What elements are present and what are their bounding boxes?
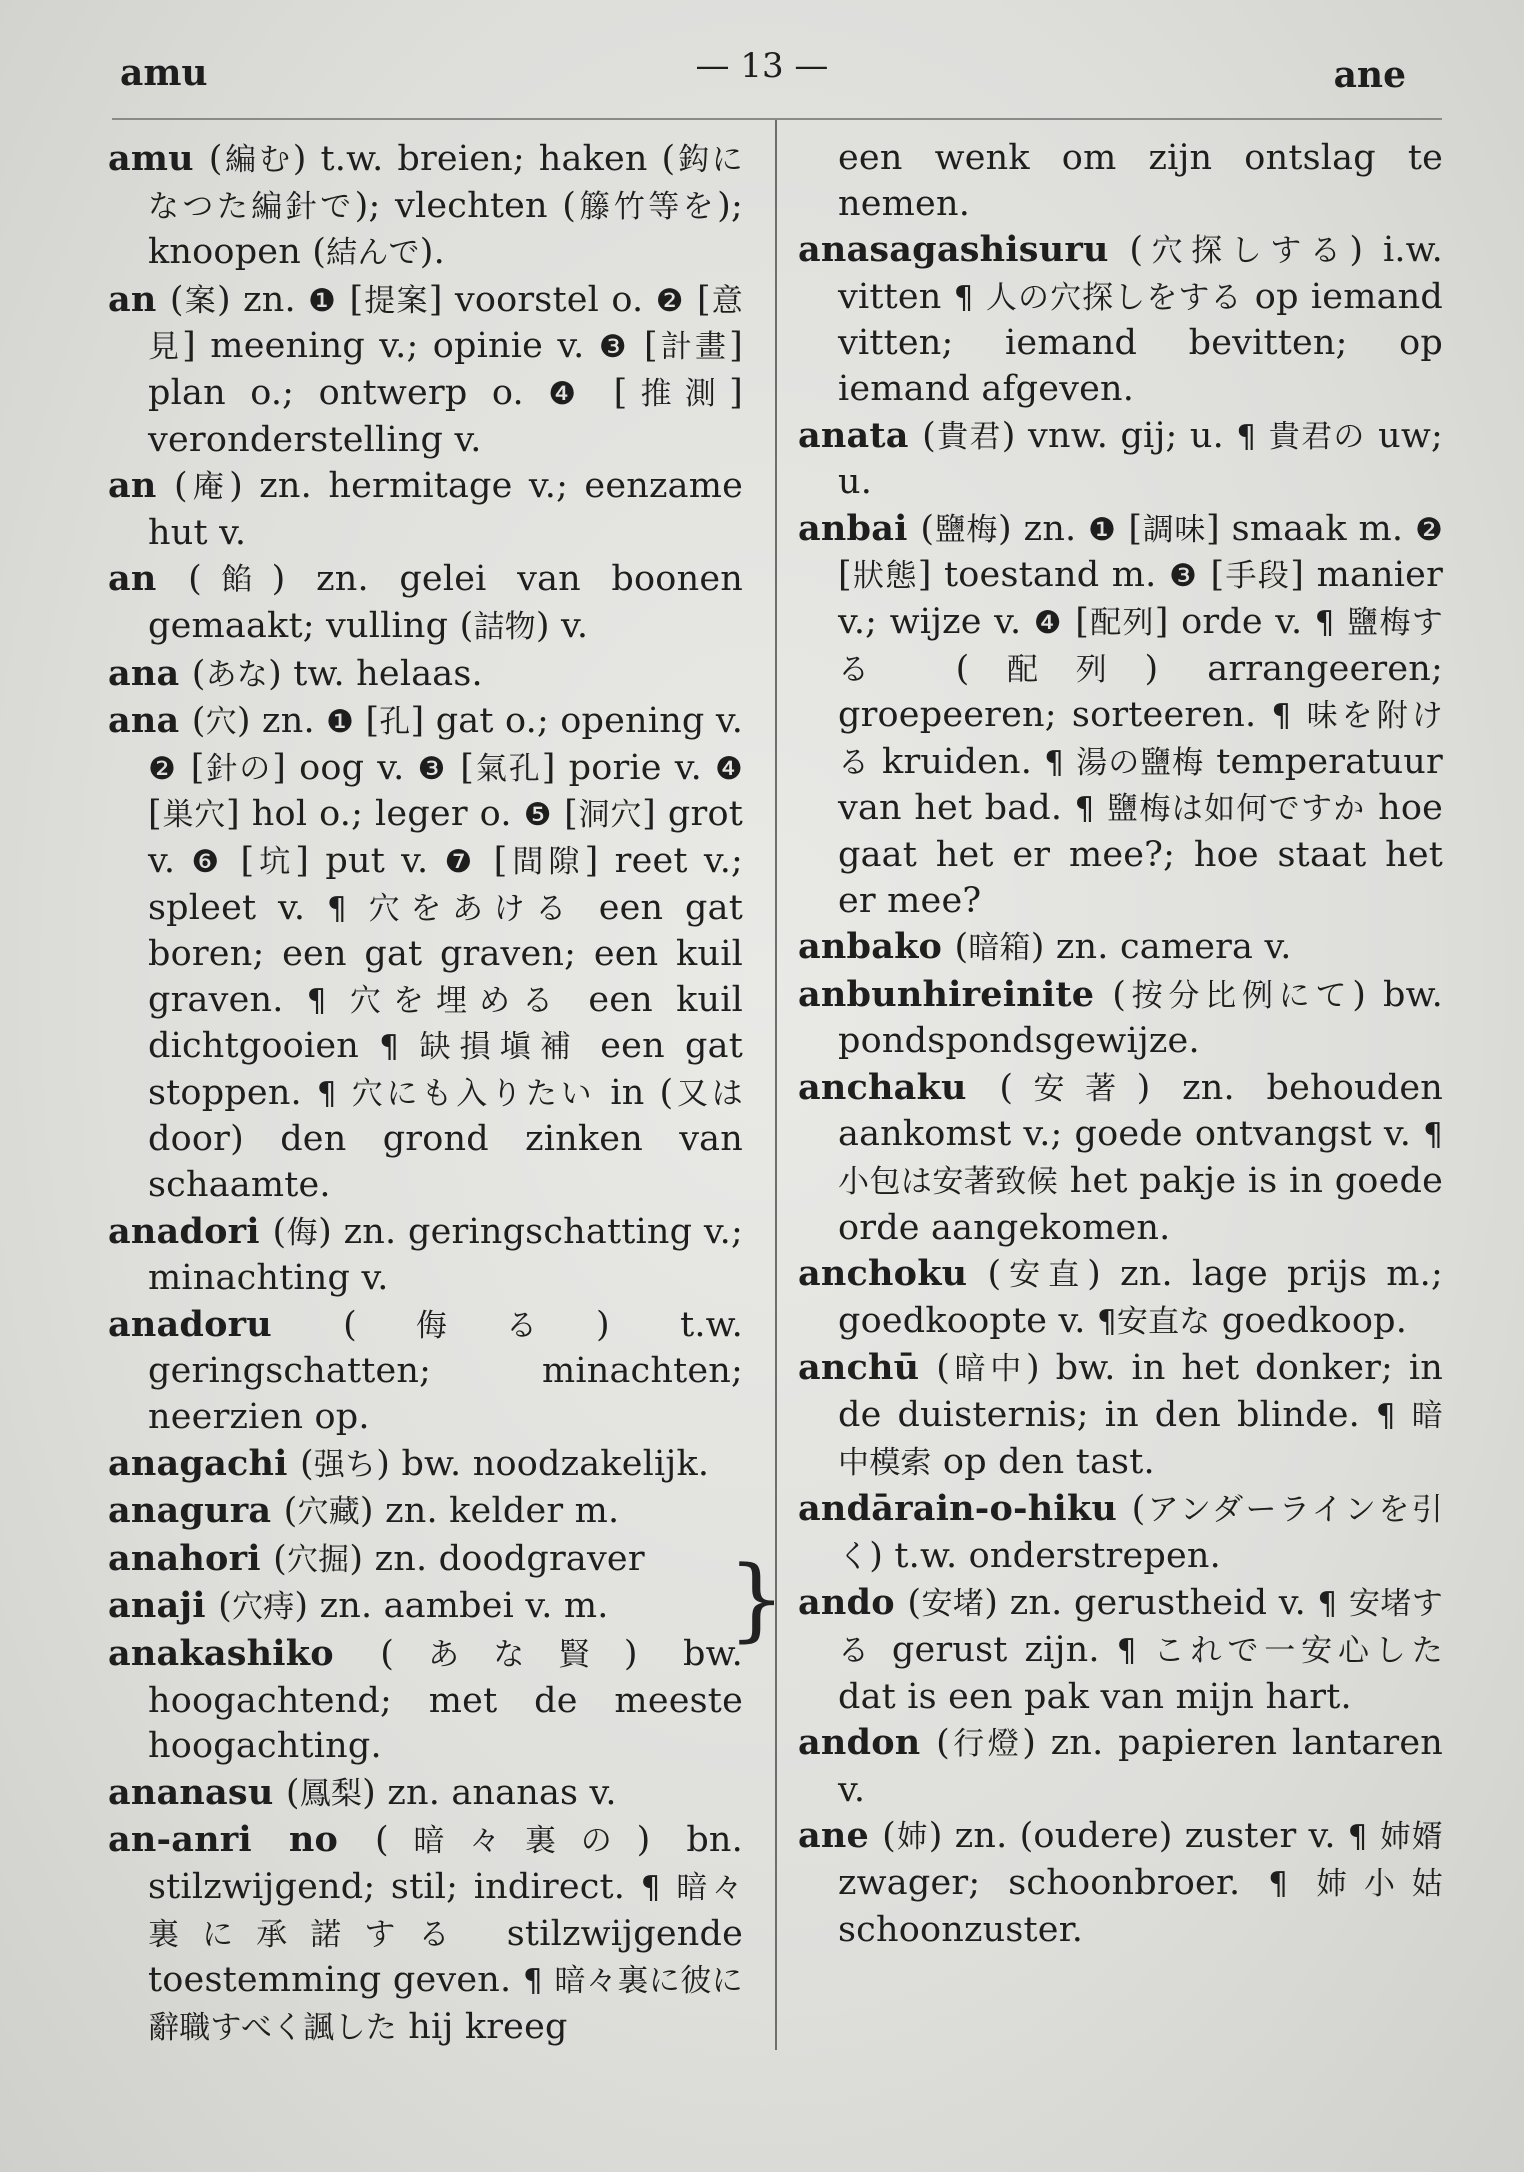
dictionary-entry: ando (安堵) zn. gerustheid v. ¶ 安堵する gerust zijn. ¶ これで一安心した dat is een pak van mijn hart. [798,1582,1444,1717]
entry-headword: anadori [108,1210,273,1252]
entry-headword: anbunhireinite [798,973,1113,1015]
page-header [0,40,1524,110]
entry-headword: ando [798,1582,908,1624]
entry-headword: anasagashisuru [798,229,1130,271]
entry-headword: anahori [108,1537,274,1579]
header-last-entry: ane [1333,54,1406,96]
header-rule [112,118,1442,120]
dictionary-entry: ana (穴) zn. ❶ [孔] gat o.; opening v. ❷ [針の] oog v. ❸ [氣孔] porie v. ❹ [巣穴] hol o.; leger o. ❺ [洞穴] grot v. ❻ [坑] put v. ❼ [間隙] reet v.; spleet v. ¶ 穴をあける een gat boren; een gat graven; een kuil graven. ¶ 穴を埋める een kuil dichtgooien ¶ 缺損塡補 een gat stoppen. ¶ 穴にも入りたい in (又は door) den grond zinken van schaamte. [108,700,744,1206]
entry-headword: anagura [108,1490,284,1532]
entry-headword: andon [798,1722,937,1764]
entry-headword: anakashiko [108,1633,381,1674]
dictionary-entry: anagura (穴藏) zn. kelder m. [108,1490,620,1532]
page-number: — 13 — [695,46,829,86]
dictionary-entry: anbai (鹽梅) zn. ❶ [調味] smaak m. ❷ [狀態] toestand m. ❸ [手段] manier v.; wijze v. ❹ [配列] orde v. ¶ 鹽梅する (配列) arrangeeren; groepeeren; sorteeren. ¶ 味を附ける kruiden. ¶ 湯の鹽梅 temperatuur van het bad. ¶ 鹽梅は如何ですか hoe gaat het er mee?; hoe staat het er mee? [798,507,1444,921]
entry-headword: an [108,465,174,507]
dictionary-entry: ananasu (鳳梨) zn. ananas v. [108,1771,617,1813]
entry-headword: an-anri no [108,1819,376,1861]
dictionary-entry: an (案) zn. ❶ [提案] voorstel o. ❷ [意見] meening v.; opinie v. ❸ [計畫] plan o.; ontwerp o. ❹ [推測] veronderstelling v. [108,278,744,460]
entry-headword: ana [108,652,192,694]
dictionary-entry: an (庵) zn. hermitage v.; eenzame hut v. [108,465,743,553]
dictionary-entry: andon (行燈) zn. papieren lantaren v. [798,1722,1443,1810]
dictionary-entry: anchoku (安直) zn. lage prijs m.; goedkoopte v. ¶安直な goedkoop. [798,1253,1443,1341]
dictionary-entry: anakashiko (あな賢) bw. hoogachtend; met de meeste hoogachting. [108,1633,743,1767]
entry-headword: ananasu [108,1771,286,1813]
dictionary-entry: anbako (暗箱) zn. camera v. [798,926,1292,968]
dictionary-entry: ane (姉) zn. (oudere) zuster v. ¶ 姉婿 zwager; schoonbroer. ¶ 姉小姑 schoonzuster. [798,1815,1444,1950]
dictionary-entry: amu (編む) t.w. breien; haken (鈎になつた編針で); vlechten (籐竹等を); knoopen (結んで). [108,138,743,273]
entry-headword: ana [108,700,192,742]
dictionary-entry: anaji (穴痔) zn. aambei v. m. [108,1585,609,1627]
entry-headword: anaji [108,1585,219,1627]
entry-headword: amu [108,138,209,179]
entry-headword: anchoku [798,1253,988,1295]
dictionary-entry: anahori (穴掘) zn. doodgraver [108,1537,645,1579]
dictionary-entry: een wenk om zijn ontslag te nemen. [838,138,1443,224]
header-first-entry: amu [120,52,208,94]
dictionary-entry: anchū (暗中) bw. in het donker; in de duisternis; in den blinde. ¶ 暗中模索 op den tast. [798,1347,1443,1482]
dictionary-entry: an-anri no (暗々裏の) bn. stilzwijgend; stil; indirect. ¶ 暗々裏に承諾する stilzwijgende toestemming geven. ¶ 暗々裏に彼に辭職すべく諷した hij kreeg [108,1819,744,2047]
entry-headword: anagachi [108,1442,300,1484]
dictionary-entry: anadori (侮) zn. geringschatting v.; minachting v. [108,1210,743,1299]
dictionary-entry: an (餡) zn. gelei van boonen gemaakt; vulling (詰物) v. [108,558,743,646]
brace-mark: } [728,1547,786,1652]
dictionary-entry: ana (あな) tw. helaas. [108,652,483,694]
dictionary-entry: anata (貴君) vnw. gij; u. ¶ 貴君の uw; u. [798,414,1444,503]
dictionary-entry: andārain-o-hiku (アンダーラインを引く) t.w. onderstrepen. [798,1488,1444,1576]
entry-headword: anadoru [108,1303,344,1345]
dictionary-entry: anbunhireinite (按分比例にて) bw. pondspondsgewijze. [798,973,1443,1062]
entry-headword: anchaku [798,1066,1000,1108]
entry-headword: andārain-o-hiku [798,1488,1132,1530]
dictionary-entry: anasagashisuru (穴探しする) i.w. vitten ¶ 人の穴探しをする op iemand vitten; iemand bevitten; op iemand afgeven. [798,229,1443,409]
entry-headword: anbako [798,926,955,968]
entry-headword: anchū [798,1347,937,1389]
dictionary-entry: anchaku (安著) zn. behouden aankomst v.; goede ontvangst v. ¶ 小包は安著致候 het pakje is in goede orde aangekomen. [798,1066,1443,1248]
dictionary-entry: anagachi (强ち) bw. noodzakelijk. [108,1442,710,1484]
left-column [108,136,743,2051]
dictionary-entry: anadoru (侮る) t.w. geringschatten; minachten; neerzien op. [108,1303,743,1438]
entry-headword: anbai [798,507,921,549]
entry-headword: anata [798,414,923,456]
entry-headword: an [108,278,170,320]
entry-headword: an [108,558,189,600]
column-divider [775,120,777,2050]
right-column [798,136,1443,1953]
entry-headword: ane [798,1815,883,1857]
